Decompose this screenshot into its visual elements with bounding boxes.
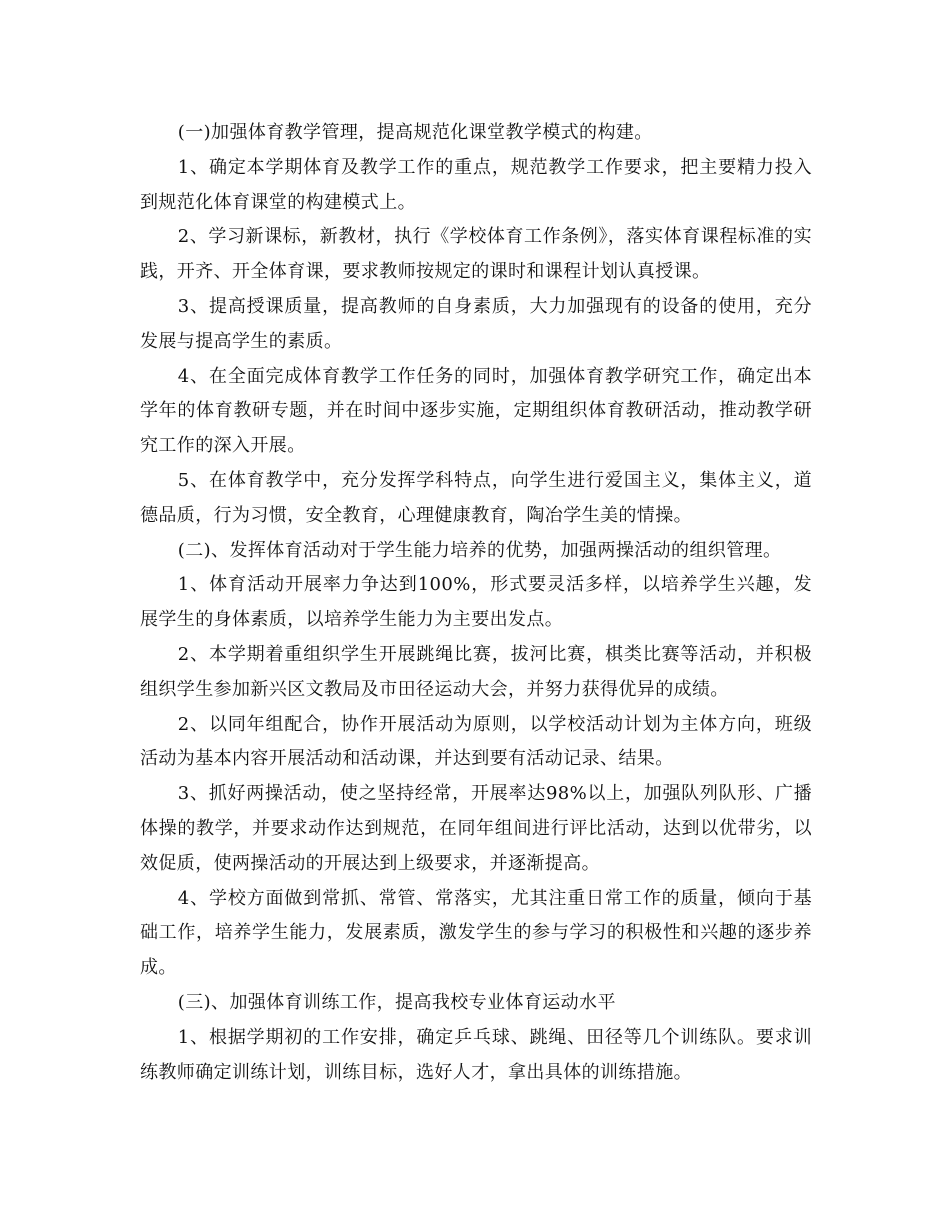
paragraph: 2、学习新课标，新教材，执行《学校体育工作条例》，落实体育课程标准的实践，开齐、开全体育课，要求教师按规定的课时和课程计划认真授课。 xyxy=(140,226,812,283)
paragraph: 3、抓好两操活动，使之坚持经常，开展率达98%以上，加强队列队形、广播体操的教学，并要求动作达到规范，在同年组间进行评比活动，达到以优带劣，以效促质，使两操活动的开展达到上级要求，并逐渐提高。 xyxy=(140,783,812,874)
paragraph: 1、体育活动开展率力争达到100%，形式要灵活多样，以培养学生兴趣，发展学生的身体素质，以培养学生能力为主要出发点。 xyxy=(140,574,812,631)
paragraph: 2、本学期着重组织学生开展跳绳比赛，拔河比赛，棋类比赛等活动，并积极组织学生参加新兴区文教局及市田径运动大会，并努力获得优异的成绩。 xyxy=(140,643,812,700)
paragraph: 5、在体育教学中，充分发挥学科特点，向学生进行爱国主义，集体主义，道德品质，行为习惯，安全教育，心理健康教育，陶冶学生美的情操。 xyxy=(140,469,812,526)
paragraph: 3、提高授课质量，提高教师的自身素质，大力加强现有的设备的使用，充分发展与提高学生的素质。 xyxy=(140,295,812,352)
paragraph: 4、学校方面做到常抓、常管、常落实，尤其注重日常工作的质量，倾向于基础工作，培养学生能力，发展素质，激发学生的参与学习的积极性和兴趣的逐步养成。 xyxy=(140,887,812,979)
section-heading-3: (三)、加强体育训练工作，提高我校专业体育运动水平 xyxy=(177,991,616,1013)
document-body xyxy=(140,116,812,1090)
section-heading-1: (一)加强体育教学管理，提高规范化课堂教学模式的构建。 xyxy=(177,122,653,143)
paragraph: 2、以同年组配合，协作开展活动为原则，以学校活动计划为主体方向，班级活动为基本内容开展活动和活动课，并达到要有活动记录、结果。 xyxy=(140,713,812,770)
paragraph: 1、根据学期初的工作安排，确定乒乓球、跳绳、田径等几个训练队。要求训练教师确定训练计划，训练目标，选好人才，拿出具体的训练措施。 xyxy=(140,1026,812,1083)
paragraph: 4、在全面完成体育教学工作任务的同时，加强体育教学研究工作，确定出本学年的体育教研专题，并在时间中逐步实施，定期组织体育教研活动，推动教学研究工作的深入开展。 xyxy=(140,365,812,457)
paragraph: 1、确定本学期体育及教学工作的重点，规范教学工作要求，把主要精力投入到规范化体育课堂的构建模式上。 xyxy=(140,156,812,213)
section-heading-2: (二)、发挥体育活动对于学生能力培养的优势，加强两操活动的组织管理。 xyxy=(177,539,782,561)
